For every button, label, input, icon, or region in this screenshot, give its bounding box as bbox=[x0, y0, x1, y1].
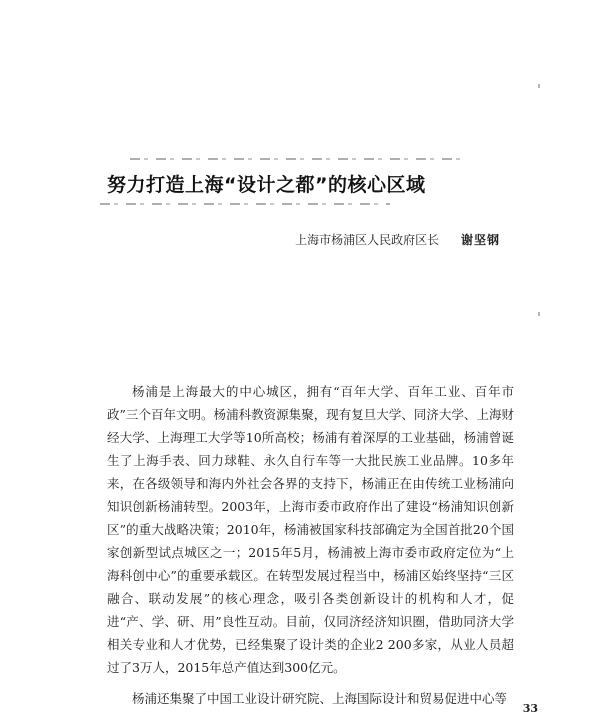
title-bottom-rule bbox=[100, 203, 390, 205]
byline-role: 上海市杨浦区人民政府区长 bbox=[295, 233, 440, 247]
paragraph: 杨浦是上海最大的中心城区，拥有“百年大学、百年工业、百年市政”三个百年文明。杨浦科教资源集聚，现有复旦大学、同济大学、上海财经大学、上海理工大学等10所高校；杨浦有着深厚的工业基础，杨浦曾诞生了上海手表、回力球鞋、永久自行车等一大批民族工业品牌。10多年来，在各级领导和海内外社会各界的支持下，杨浦正在由传统工业杨浦向知识创新杨浦转型。2003年，上海市委市政府作出了建设“杨浦知识创新区”的重大战略决策；2010年，杨浦被国家科技部确定为全国首批20个国家创新型试点城区之一；2015年5月，杨浦被上海市委市政府定位为“上海科创中心”的重要承载区。在转型发展过程当中，杨浦区始终坚持“三区融合、联动发展”的核心理念，吸引各类创新设计的机构和人才，促进“产、学、研、用”良性互动。目前，仅同济经济知识圈，借助同济大学相关专业和人才优势，已经集聚了设计类的企业2 200多家，从业人员超过了3万人，2015年总产值达到300亿元。 bbox=[107, 384, 514, 675]
byline bbox=[295, 231, 500, 248]
article-body bbox=[107, 380, 514, 710]
paragraph: 杨浦还集聚了中国工业设计研究院、上海国际设计和贸易促进中心等 bbox=[132, 691, 508, 706]
title-top-rule bbox=[130, 158, 460, 160]
scan-mark bbox=[538, 84, 540, 88]
page-number: 33 bbox=[522, 702, 538, 715]
article-title: 努力打造上海“设计之都”的核心区域 bbox=[107, 174, 426, 196]
byline-author: 谢坚钢 bbox=[460, 233, 500, 247]
scan-mark bbox=[538, 312, 540, 316]
